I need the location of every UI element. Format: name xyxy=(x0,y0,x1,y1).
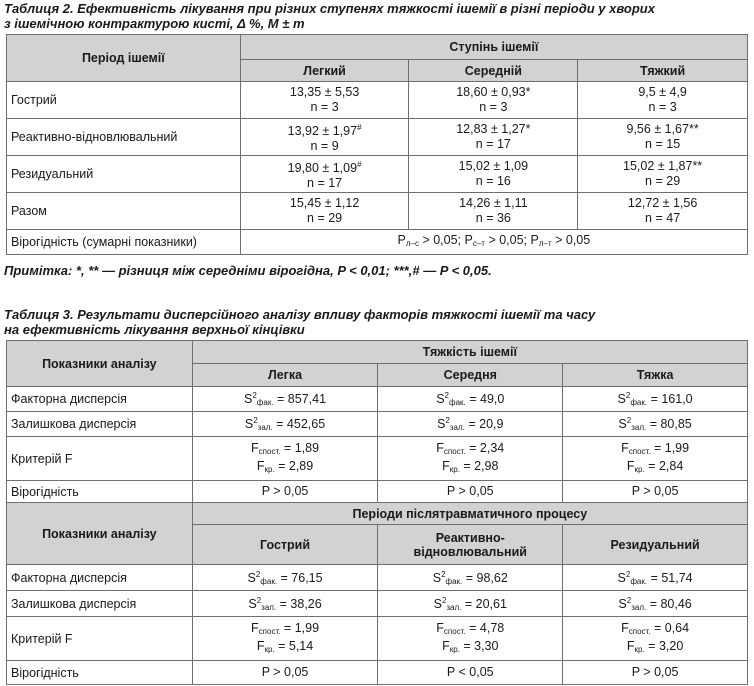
cell: $S^2_{фак.} = 49,0$ xyxy=(378,387,563,412)
cell-n: n = 29 xyxy=(645,174,681,188)
cell: $F_{спост.} = 2,34$ $F_{кр.} = 2,98$ xyxy=(378,437,563,481)
table3-header-reactive: Реактивно- відновлювальний xyxy=(378,525,563,565)
table2-header-severe: Тяжкий xyxy=(578,60,748,82)
cell-value: 9,56 ± 1,67** xyxy=(626,122,699,136)
cell xyxy=(409,156,578,193)
cell-n: n = 3 xyxy=(310,100,339,114)
table3-caption-line2: на ефективність лікування верхньої кінцівки xyxy=(4,322,305,337)
cell: $S^2_{зал.} = 80,46$ xyxy=(563,591,748,617)
row-label: Вірогідність (сумарні показники) xyxy=(7,230,241,255)
cell-value: 19,80 ± 1,09 xyxy=(287,161,358,175)
table-row xyxy=(7,617,748,661)
table3-header-severity: Тяжкість ішемії xyxy=(192,341,747,364)
significance-mark: # xyxy=(357,160,362,169)
table3-caption xyxy=(4,307,595,337)
cell: $S^2_{зал.} = 20,61$ xyxy=(378,591,563,617)
table2 xyxy=(6,34,748,255)
cell: $S^2_{фак.} = 76,15$ xyxy=(192,565,378,591)
cell: $F_{спост.} = 4,78$ $F_{кр.} = 3,30$ xyxy=(378,617,563,661)
cell: P > 0,05 xyxy=(563,661,748,685)
cell xyxy=(578,193,748,230)
cell: P > 0,05 xyxy=(378,481,563,503)
cell: $F_{спост.} = 1,99$ $F_{кр.} = 2,84$ xyxy=(563,437,748,481)
table2-header-medium: Середній xyxy=(409,60,578,82)
cell-n: n = 36 xyxy=(475,211,511,225)
cell: $S^2_{зал.} = 452,65$ xyxy=(192,412,378,437)
cell xyxy=(240,82,409,119)
table-row xyxy=(7,565,748,591)
table-row xyxy=(7,82,748,119)
table3-header-residual: Резидуальний xyxy=(563,525,748,565)
cell xyxy=(578,119,748,156)
cell xyxy=(409,193,578,230)
table-row xyxy=(7,661,748,685)
table-row xyxy=(7,387,748,412)
table2-note: Примітка: *, ** — різниця між середніми вірогідна, P < 0,01; ***,# — P < 0,05. xyxy=(4,263,492,278)
cell-n: n = 15 xyxy=(645,137,681,151)
cell-n: n = 16 xyxy=(475,174,511,188)
cell-n: n = 3 xyxy=(479,100,508,114)
cell: P < 0,05 xyxy=(378,661,563,685)
cell: $S^2_{зал.} = 80,85$ xyxy=(563,412,748,437)
cell xyxy=(578,156,748,193)
table3 xyxy=(6,340,748,685)
table-row xyxy=(7,156,748,193)
cell: P > 0,05 xyxy=(192,661,378,685)
cell-value: 15,45 ± 1,12 xyxy=(289,196,360,210)
cell xyxy=(240,119,409,156)
cell-value: 14,26 ± 1,11 xyxy=(459,196,528,210)
cell: $F_{спост.} = 1,99$ $F_{кр.} = 5,14$ xyxy=(192,617,378,661)
cell-value: 13,35 ± 5,53 xyxy=(289,85,360,99)
cell: $S^2_{фак.} = 51,74$ xyxy=(563,565,748,591)
cell xyxy=(409,82,578,119)
cell: $S^2_{зал.} = 20,9$ xyxy=(378,412,563,437)
cell-n: n = 3 xyxy=(648,100,677,114)
cell: $S^2_{фак.} = 857,41$ xyxy=(192,387,378,412)
cell-n: n = 9 xyxy=(310,139,339,153)
cell-value: 18,60 ± 0,93* xyxy=(456,85,531,99)
row-label: Реактивно-відновлювальний xyxy=(7,119,241,156)
table-row xyxy=(7,119,748,156)
cell-value: 12,83 ± 1,27* xyxy=(456,122,531,136)
table2-caption-line2: з ішемічною контрактурою кисті, Δ %, М ± m xyxy=(4,16,305,31)
cell xyxy=(240,193,409,230)
table3-caption-line1: Таблиця 3. Результати дисперсійного аналізу впливу факторів тяжкості ішемії та часу xyxy=(4,307,596,322)
table2-caption xyxy=(4,1,655,31)
cell: P > 0,05 xyxy=(563,481,748,503)
cell-value: 12,72 ± 1,56 xyxy=(627,196,698,210)
table3-header-indicators: Показники аналізу xyxy=(7,341,193,387)
cell xyxy=(240,156,409,193)
table3-header-medium: Середня xyxy=(378,364,563,387)
cell xyxy=(578,82,748,119)
table-row xyxy=(7,481,748,503)
table-row xyxy=(7,193,748,230)
row-label: Гострий xyxy=(7,82,241,119)
cell xyxy=(409,119,578,156)
row-label: Факторна дисперсія xyxy=(7,565,193,591)
row-label: Разом xyxy=(7,193,241,230)
reliability-summary: $P_{л-с} > 0,05$; $P_{с-т} > 0,05$; $P_{л-т} > 0,05$ xyxy=(240,230,747,255)
cell-n: n = 17 xyxy=(475,137,511,151)
row-label: Вірогідність xyxy=(7,481,193,503)
cell: $F_{спост.} = 0,64$ $F_{кр.} = 3,20$ xyxy=(563,617,748,661)
cell: P > 0,05 xyxy=(192,481,378,503)
significance-mark: # xyxy=(357,123,362,132)
table3-header-acute: Гострий xyxy=(192,525,378,565)
table-row xyxy=(7,591,748,617)
table2-header-group: Ступінь ішемії xyxy=(240,35,747,60)
cell-n: n = 47 xyxy=(645,211,681,225)
table2-header-period: Період ішемії xyxy=(7,35,241,82)
table3-header-severe: Тяжка xyxy=(563,364,748,387)
row-label: Резидуальний xyxy=(7,156,241,193)
table2-caption-line1: Таблиця 2. Ефективність лікування при різних ступенях тяжкості ішемії в різні періоди у хворих xyxy=(4,1,655,16)
cell: $S^2_{зал.} = 38,26$ xyxy=(192,591,378,617)
cell-value: 15,02 ± 1,09 xyxy=(458,159,529,173)
table-row xyxy=(7,437,748,481)
cell: $S^2_{фак.} = 98,62$ xyxy=(378,565,563,591)
cell-value: 13,92 ± 1,97 xyxy=(287,124,358,138)
table3-header-mild: Легка xyxy=(192,364,378,387)
table3-header-periods: Періоди післятравматичного процесу xyxy=(192,503,747,525)
row-label: Критерій F xyxy=(7,437,193,481)
row-label: Критерій F xyxy=(7,617,193,661)
cell-n: n = 29 xyxy=(307,211,343,225)
row-label: Вірогідність xyxy=(7,661,193,685)
table2-header-mild: Легкий xyxy=(240,60,409,82)
row-label: Факторна дисперсія xyxy=(7,387,193,412)
table3-header-indicators-2: Показники аналізу xyxy=(7,503,193,565)
table-row xyxy=(7,230,748,255)
cell-value: 15,02 ± 1,87** xyxy=(623,159,703,173)
table-row xyxy=(7,412,748,437)
row-label: Залишкова дисперсія xyxy=(7,591,193,617)
cell: $S^2_{фак.} = 161,0$ xyxy=(563,387,748,412)
cell-value: 9,5 ± 4,9 xyxy=(638,85,687,99)
cell-n: n = 17 xyxy=(307,176,343,190)
cell: $F_{спост.} = 1,89$ $F_{кр.} = 2,89$ xyxy=(192,437,378,481)
row-label: Залишкова дисперсія xyxy=(7,412,193,437)
